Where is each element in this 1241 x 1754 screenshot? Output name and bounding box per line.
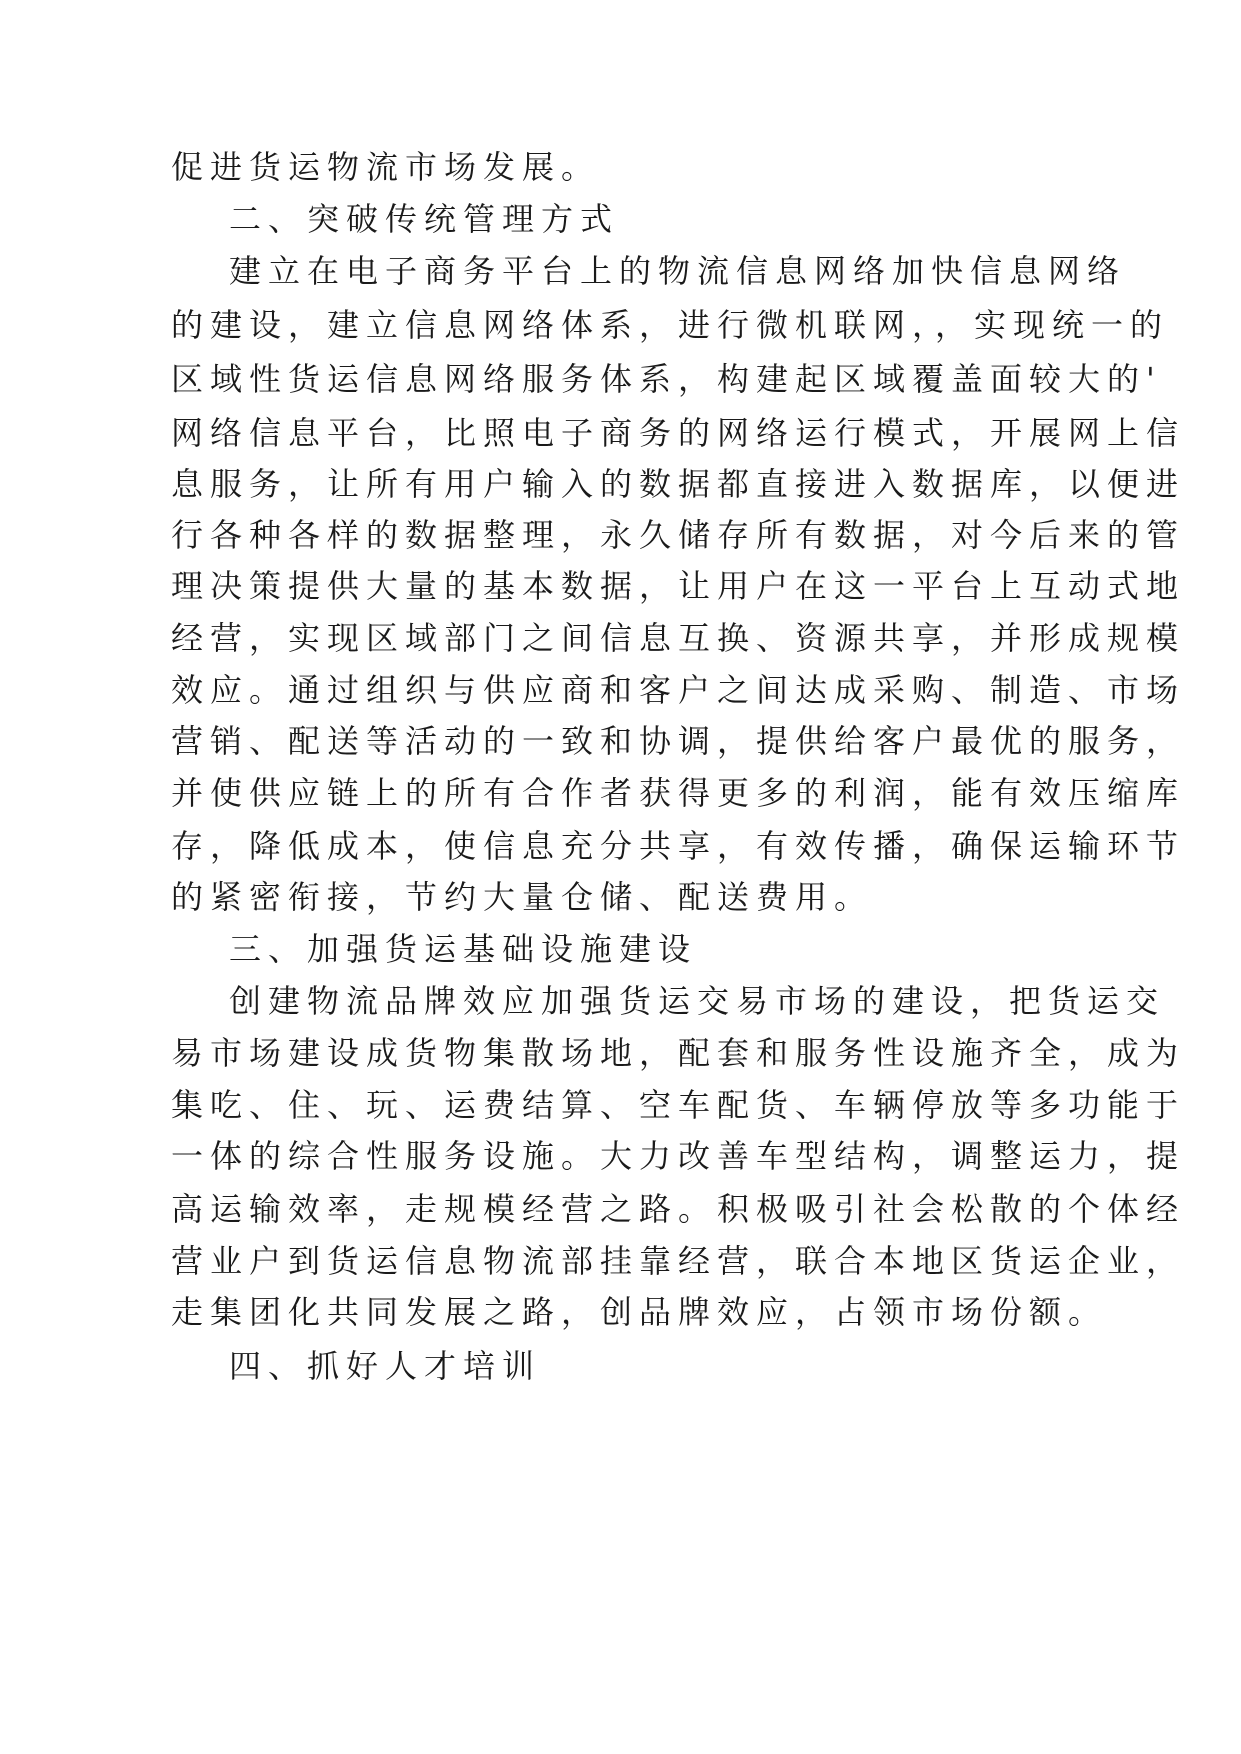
paragraph-text: 并使供应链上的所有合作者获得更多的利润，能有效压缩库 (171, 774, 1186, 812)
paragraph-text: 的建设，建立信息网络体系，进行微机联网，，实现统一的 (171, 306, 1170, 344)
paragraph-text: 的紧密衔接，节约大量仓储、配送费用。 (171, 878, 874, 916)
text-line (0, 296, 1241, 354)
paragraph-text: 息服务，让所有用户输入的数据都直接进入数据库，以便进 (171, 465, 1186, 503)
text-line (0, 868, 1241, 926)
text-line (0, 764, 1241, 822)
heading-text: 四、抓好人才培训 (229, 1347, 542, 1385)
paragraph-text: 营销、配送等活动的一致和协调，提供给客户最优的服务， (171, 722, 1186, 760)
paragraph-text: 高运输效率，走规模经营之路。积极吸引社会松散的个体经 (171, 1190, 1186, 1228)
paragraph-text: 创建物流品牌效应加强货运交易市场的建设，把货运交 (229, 982, 1166, 1020)
heading-text: 二、突破传统管理方式 (229, 200, 620, 238)
paragraph-text: 营业户到货运信息物流部挂靠经营，联合本地区货运企业， (171, 1242, 1186, 1280)
paragraph-text: 经营，实现区域部门之间信息互换、资源共享，并形成规模 (171, 619, 1186, 657)
paragraph-text: 促进货运物流市场发展。 (171, 148, 601, 186)
paragraph-text: 存，降低成本，使信息充分共享，有效传播，确保运输环节 (171, 827, 1186, 865)
paragraph-text: 效应。通过组织与供应商和客户之间达成采购、制造、市场 (171, 671, 1186, 709)
paragraph-text: 区域性货运信息网络服务体系，构建起区域覆盖面较大的' (171, 360, 1162, 398)
text-line (0, 242, 1241, 300)
paragraph-text: 理决策提供大量的基本数据，让用户在这一平台上互动式地 (171, 567, 1186, 605)
text-line (0, 1180, 1241, 1238)
text-line (0, 1232, 1241, 1290)
text-line (0, 712, 1241, 770)
paragraph-text: 集吃、住、玩、运费结算、空车配货、车辆停放等多功能于 (171, 1086, 1186, 1124)
paragraph-text: 行各种各样的数据整理，永久储存所有数据，对今后来的管 (171, 516, 1186, 554)
heading-text: 三、加强货运基础设施建设 (229, 930, 698, 968)
text-line (0, 1024, 1241, 1082)
text-line (0, 455, 1241, 513)
paragraph-text: 易市场建设成货物集散场地，配套和服务性设施齐全，成为 (171, 1034, 1186, 1072)
text-line (0, 350, 1241, 408)
section-heading (0, 190, 1241, 248)
text-line (0, 1283, 1241, 1341)
text-line (0, 661, 1241, 719)
paragraph-text: 一体的综合性服务设施。大力改善车型结构，调整运力，提 (171, 1137, 1186, 1175)
section-heading (0, 920, 1241, 978)
paragraph-text: 走集团化共同发展之路，创品牌效应，占领市场份额。 (171, 1293, 1108, 1331)
text-line (0, 404, 1241, 462)
text-line (0, 817, 1241, 875)
section-heading (0, 1337, 1241, 1395)
text-line (0, 1127, 1241, 1185)
text-line (0, 1076, 1241, 1134)
text-line (0, 138, 1241, 196)
paragraph-text: 建立在电子商务平台上的物流信息网络加快信息网络 (229, 252, 1127, 290)
text-line (0, 506, 1241, 564)
text-line (0, 609, 1241, 667)
text-line (0, 972, 1241, 1030)
text-line (0, 557, 1241, 615)
paragraph-text: 网络信息平台，比照电子商务的网络运行模式，开展网上信 (171, 414, 1186, 452)
